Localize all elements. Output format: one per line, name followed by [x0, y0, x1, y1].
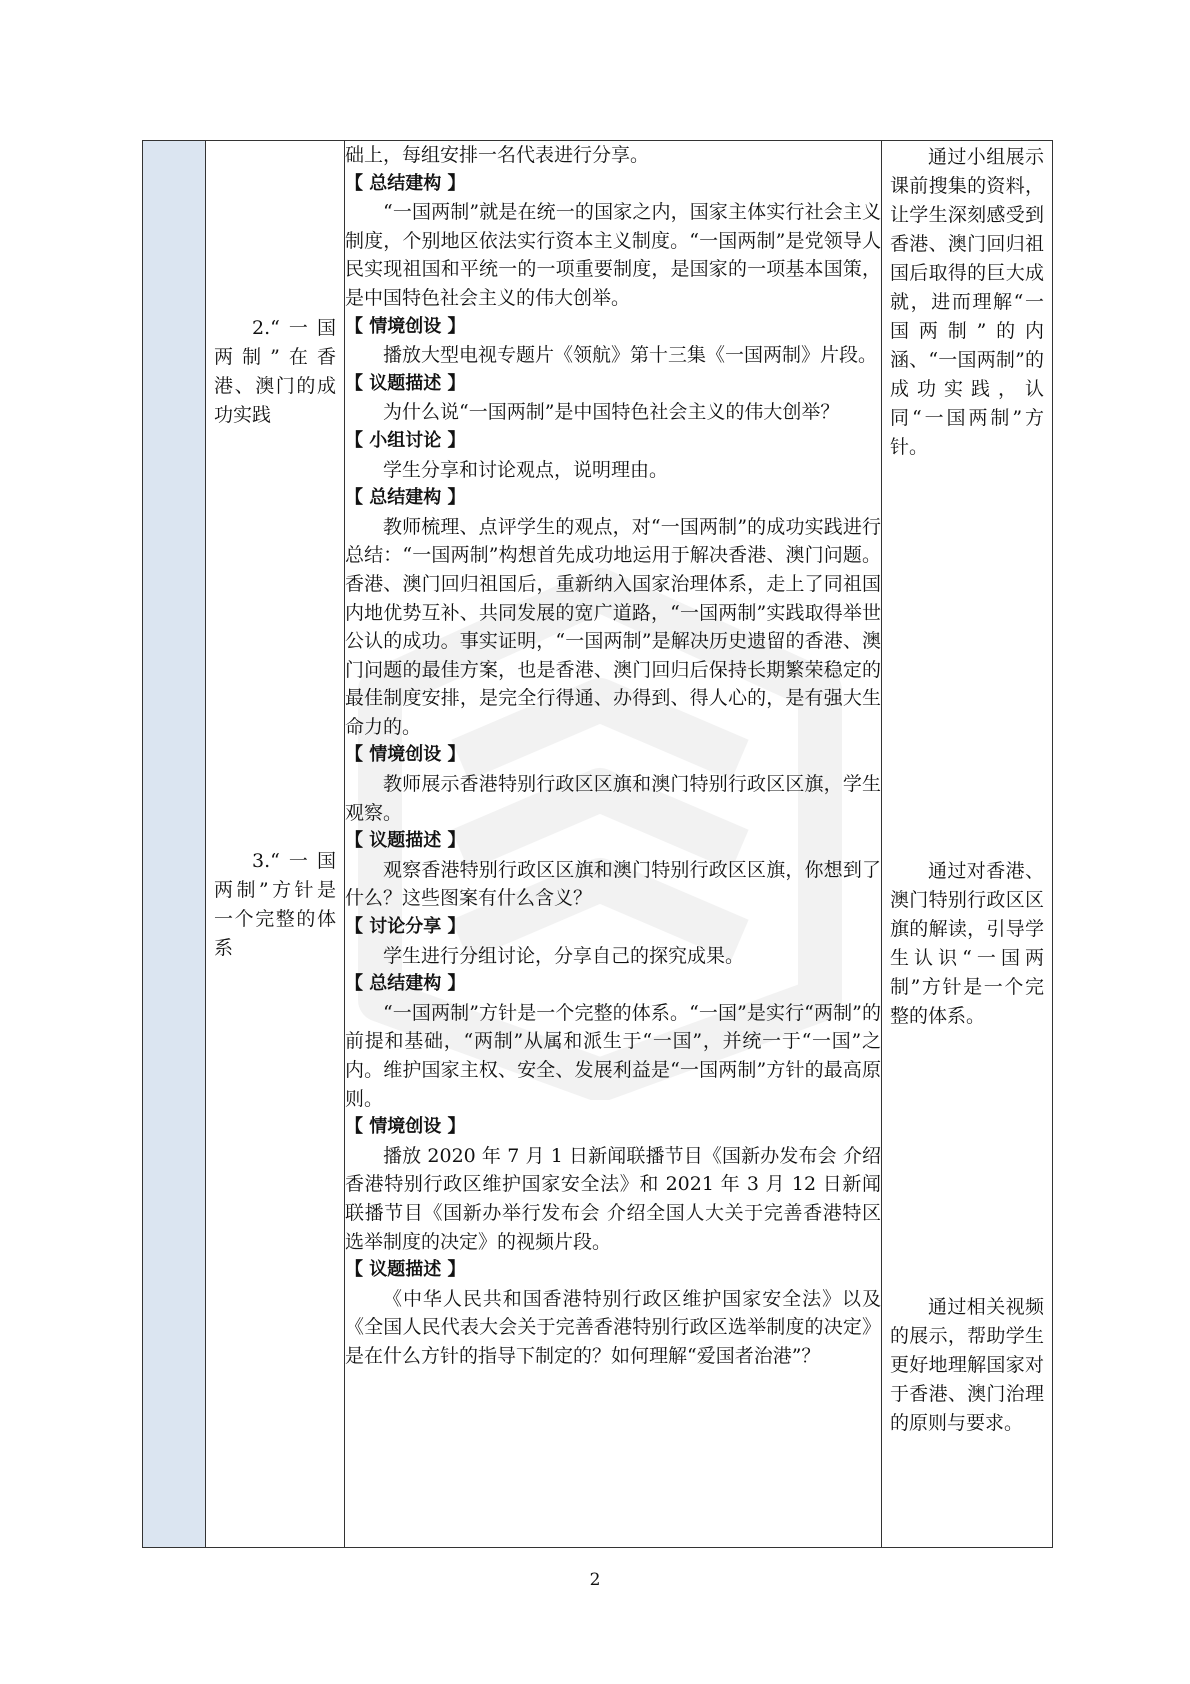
paragraph: 播放 2020 年 7 月 1 日新闻联播节目《国新办发布会 介绍香港特别行政区维护国家安全法》和 2021 年 3 月 12 日新闻联播节目《国新办举行发布会 介绍全国人大关于完善香港特区选举制度的决定》的视频片段。 — [345, 1144, 881, 1253]
paragraph: 《中华人民共和国香港特别行政区维护国家安全法》以及《全国人民代表大会关于完善香港特别行政区选举制度的决定》是在什么方针的指导下制定的？如何理解“爱国者治港”？ — [345, 1287, 881, 1367]
section-heading: 【 议题描述 】 — [345, 830, 466, 852]
intent-item — [890, 1293, 1044, 1438]
paragraph: 学生分享和讨论观点，说明理由。 — [383, 458, 669, 481]
topic-column — [206, 141, 345, 1548]
intent-text: 通过小组展示课前搜集的资料，让学生深刻感受到香港、澳门回归祖国后取得的巨大成就，进而理解“一国两制”的内涵、“一国两制”的成功实践，认同“一国两制”方针。 — [890, 146, 1044, 458]
topic-text: 2.“一国两制”在香港、澳门的成功实践 — [214, 317, 336, 426]
process-content — [345, 141, 881, 1371]
section-heading: 【 总结建构 】 — [345, 487, 466, 509]
process-column — [345, 141, 882, 1548]
intent-item — [890, 857, 1044, 1031]
topic-item — [214, 847, 336, 963]
topic-item — [214, 314, 336, 430]
paragraph: 教师展示香港特别行政区区旗和澳门特别行政区区旗，学生观察。 — [345, 773, 881, 824]
section-heading: 【 议题描述 】 — [345, 372, 466, 394]
paragraph: 学生进行分组讨论，分享自己的探究成果。 — [383, 944, 745, 967]
table-row — [143, 141, 1053, 1548]
section-heading: 【 情境创设 】 — [345, 744, 466, 766]
paragraph: 础上，每组安排一名代表进行分享。 — [345, 144, 650, 166]
paragraph: 观察香港特别行政区区旗和澳门特别行政区区旗，你想到了什么？这些图案有什么含义？ — [345, 858, 881, 910]
side-color-column — [143, 141, 206, 1548]
topic-text: 3.“一国两制”方针是一个完整的体系 — [214, 850, 336, 959]
intent-text: 通过对香港、澳门特别行政区区旗的解读，引导学生认识“一国两制”方针是一个完整的体系。 — [890, 860, 1044, 1027]
section-heading: 【 议题描述 】 — [345, 1259, 466, 1281]
intent-text: 通过相关视频的展示，帮助学生更好地理解国家对于香港、澳门治理的原则与要求。 — [890, 1296, 1044, 1434]
section-heading: 【 情境创设 】 — [345, 1116, 466, 1138]
page-number: 2 — [589, 1570, 601, 1590]
section-heading: 【 总结建构 】 — [345, 973, 466, 995]
intent-item — [890, 143, 1044, 462]
paragraph: “一国两制”就是在统一的国家之内，国家主体实行社会主义制度，个别地区依法实行资本主义制度。“一国两制”是党领导人民实现祖国和平统一的一项重要制度，是国家的一项基本国策，是中国特色社会主义的伟大创举。 — [345, 201, 881, 309]
paragraph: 为什么说“一国两制”是中国特色社会主义的伟大创举？ — [383, 401, 840, 424]
paragraph: 教师梳理、点评学生的观点，对“一国两制”的成功实践进行总结：“一国两制”构想首先成功地运用于解决香港、澳门问题。香港、澳门回归祖国后，重新纳入国家治理体系，走上了同祖国内地优势互补、共同发展的宽广道路，“一国两制”实践取得举世公认的成功。事实证明，“一国两制”是解决历史遗留的香港、澳门问题的最佳方案，也是香港、澳门回归后保持长期繁荣稳定的最佳制度安排，是完全行得通、办得到、得人心的，是有强大生命力的。 — [345, 515, 881, 738]
section-heading: 【 总结建构 】 — [345, 172, 466, 194]
intent-column — [882, 141, 1053, 1548]
paragraph: “一国两制”方针是一个完整的体系。“一国”是实行“两制”的前提和基础，“两制”从属和派生于“一国”，并统一于“一国”之内。维护国家主权、安全、发展利益是“一国两制”方针的最高原则。 — [345, 1001, 881, 1110]
paragraph: 播放大型电视专题片《领航》第十三集《一国两制》片段。 — [383, 344, 878, 367]
section-heading: 【 情境创设 】 — [345, 315, 466, 337]
section-heading: 【 讨论分享 】 — [345, 916, 466, 938]
lesson-plan-table — [142, 140, 1053, 1548]
section-heading: 【 小组讨论 】 — [345, 429, 466, 451]
